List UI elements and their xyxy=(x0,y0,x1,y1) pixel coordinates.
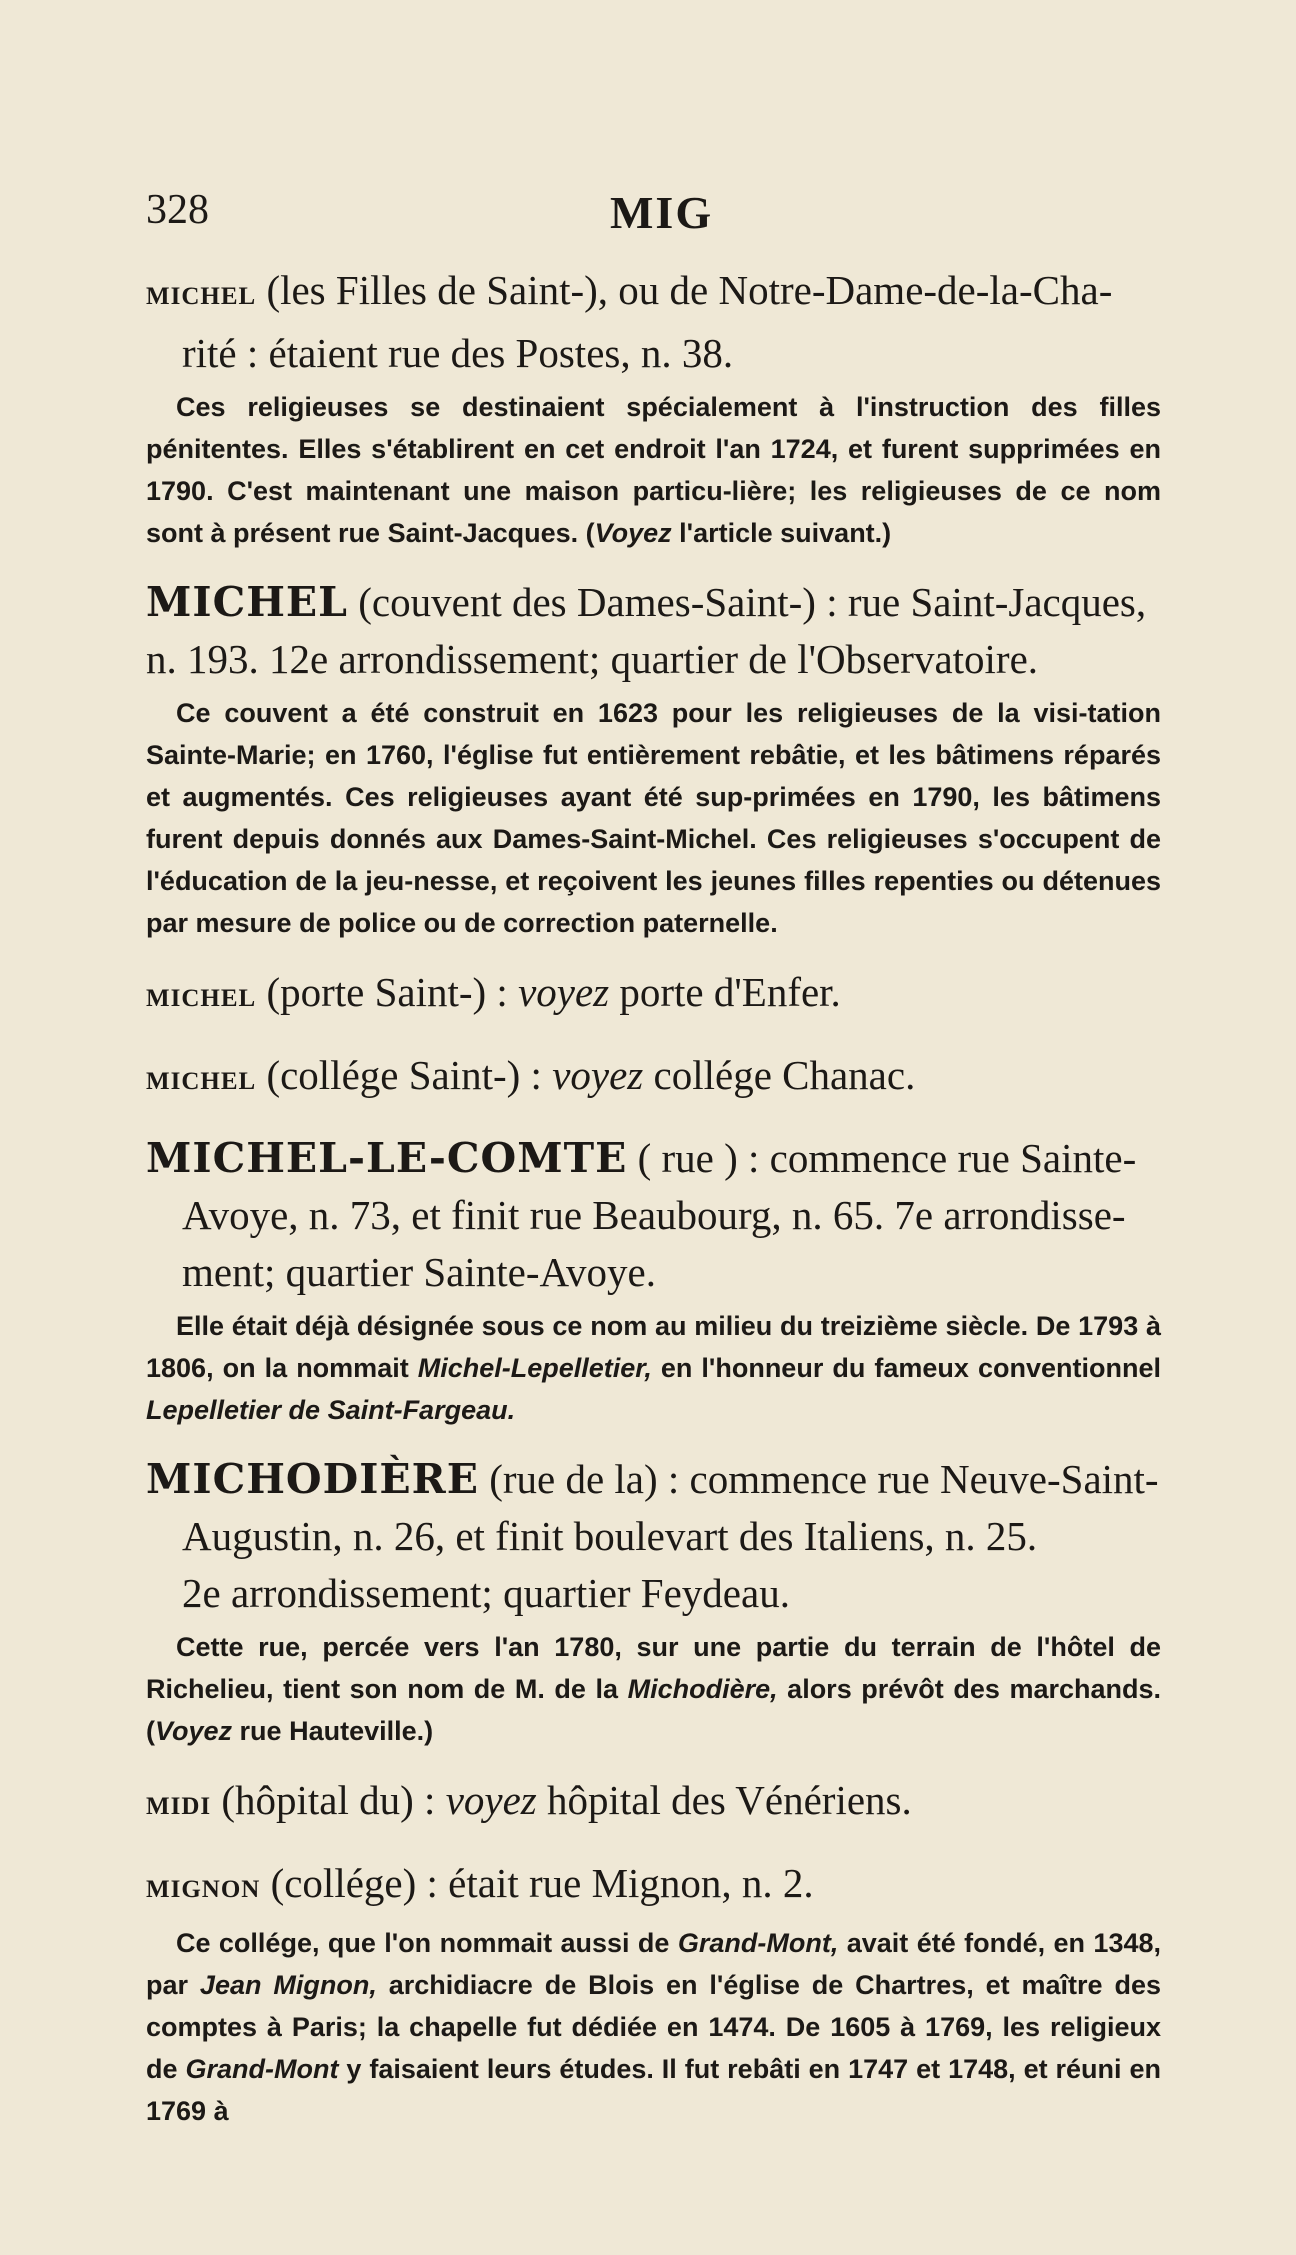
description-italic: Jean Mignon, xyxy=(199,1970,377,2000)
headline-text: (collége) : était rue Mignon, n. 2. xyxy=(270,1860,814,1906)
headline-italic: voyez xyxy=(552,1052,644,1098)
entry-description xyxy=(146,386,1161,554)
entry-term: MICHODIÈRE xyxy=(146,1455,479,1503)
running-title: MIG xyxy=(610,187,714,238)
entry-term: MICHEL xyxy=(146,283,257,310)
entry-description: Ce couvent a été construit en 1623 pour les religieuses de la visi-tation Sainte-Marie; en 1760, l'église fut entièrement rebâtie, et les bâtimens réparés et augmentés. Ces religieuses ayant été sup-primées en 1790, les bâtimens furent depuis donnés aux Dames-Saint-Michel. Ces religieuses s'occupent de l'éducation de la jeu-nesse, et reçoivent les jeunes filles repenties ou détenues par mesure de police ou de correction paternelle. xyxy=(146,698,1161,938)
description-italic: Grand-Mont xyxy=(185,2054,339,2084)
description-text: Cette rue, percée vers l'an 1780, sur une partie du terrain de l'hôtel de Richelieu, tient son nom de M. de la xyxy=(146,1632,1161,1704)
headline-text: collége Chanac. xyxy=(643,1052,916,1098)
description-italic: Voyez xyxy=(155,1716,233,1746)
description-text: en l'honneur du fameux conventionnel xyxy=(651,1353,1161,1383)
page-number: 328 xyxy=(146,187,209,233)
headline-line: ( rue ) : commence rue Sainte- xyxy=(637,1135,1137,1181)
entry-mignon xyxy=(146,1855,1161,2132)
entry-headline xyxy=(146,1451,1161,1622)
dictionary-entries xyxy=(146,262,1161,2152)
entry-term: MIGNON xyxy=(146,1876,261,1903)
description-italic: Lepelletier de Saint-Fargeau. xyxy=(146,1395,516,1425)
description-text: alors prévôt des marchands. ( xyxy=(146,1674,1161,1746)
entry-headline xyxy=(146,262,1161,382)
description-italic: Grand-Mont, xyxy=(677,1928,839,1958)
headline-text: (hôpital du) : xyxy=(221,1777,446,1823)
entry-michel-college xyxy=(146,1047,1161,1110)
headline-text: (porte Saint-) : xyxy=(266,969,519,1015)
description-italic: Voyez xyxy=(594,518,672,548)
headline-line: rité : étaient rue des Postes, n. 38. xyxy=(182,330,734,376)
description-text: Ce collége, que l'on nommait aussi de xyxy=(176,1928,678,1958)
entry-term: MICHEL-LE-COMTE xyxy=(146,1134,628,1182)
headline-line: (couvent des Dames-Saint-) : rue Saint-Jacques, xyxy=(358,579,1147,625)
running-head xyxy=(0,186,1296,246)
description-text: rue Hauteville.) xyxy=(232,1716,434,1746)
entry-term: MICHEL xyxy=(146,578,349,626)
entry-description xyxy=(146,1305,1161,1431)
headline-text: hôpital des Vénériens. xyxy=(536,1777,912,1823)
description-text: avait été fondé, en 1348, par xyxy=(146,1928,1161,2000)
entry-description xyxy=(146,1922,1161,2132)
entry-headline xyxy=(146,1855,1161,1918)
headline-line: n. 193. 12e arrondissement; quartier de l'Observatoire. xyxy=(146,636,1039,682)
description-text: archidiacre de Blois en l'église de Chartres, et maître des comptes à Paris; la chapelle fut dédiée en 1474. De 1605 à 1769, les religieux de xyxy=(146,1970,1161,2084)
headline-italic: voyez xyxy=(518,969,610,1015)
headline-line: Augustin, n. 26, et finit boulevart des Italiens, n. 25. xyxy=(182,1513,1038,1559)
entry-michel-le-comte xyxy=(146,1130,1161,1431)
description-text: Ces religieuses se destinaient spécialement à l'instruction des filles pénitentes. Elles s'établirent en cet endroit l'an 1724, et furent supprimées en 1790. C'est maintenant une maison particu-lière; les religieuses de ce nom sont à présent rue Saint-Jacques. ( xyxy=(146,392,1161,548)
entry-michel-filles xyxy=(146,262,1161,554)
entry-headline xyxy=(146,1772,1161,1835)
description-text: y faisaient leurs études. Il fut rebâti en 1747 et 1748, et réuni en 1769 à xyxy=(146,2054,1161,2126)
entry-term: MICHEL xyxy=(146,985,257,1012)
headline-line: ment; quartier Sainte-Avoye. xyxy=(182,1249,657,1295)
entry-midi xyxy=(146,1772,1161,1835)
headline-line: Avoye, n. 73, et finit rue Beaubourg, n. 65. 7e arrondisse- xyxy=(182,1192,1126,1238)
entry-headline xyxy=(146,1130,1161,1301)
entry-headline xyxy=(146,964,1161,1027)
headline-italic: voyez xyxy=(445,1777,537,1823)
entry-term: MICHEL xyxy=(146,1068,257,1095)
entry-description xyxy=(146,1626,1161,1752)
entry-term: MIDI xyxy=(146,1793,212,1820)
entry-michel-couvent xyxy=(146,574,1161,944)
entry-michel-porte xyxy=(146,964,1161,1027)
headline-line: 2e arrondissement; quartier Feydeau. xyxy=(182,1570,790,1616)
description-italic: Michodière, xyxy=(627,1674,778,1704)
description-text: l'article suivant.) xyxy=(671,518,892,548)
headline-line: (rue de la) : commence rue Neuve-Saint- xyxy=(489,1456,1159,1502)
description-text: Elle était déjà désignée sous ce nom au milieu du treizième siècle. De 1793 à 1806, on la nommait xyxy=(146,1311,1161,1383)
headline-line: (les Filles de Saint-), ou de Notre-Dame-de-la-Cha- xyxy=(266,267,1113,313)
headline-text: (collége Saint-) : xyxy=(266,1052,553,1098)
entry-headline xyxy=(146,1047,1161,1110)
headline-text: porte d'Enfer. xyxy=(609,969,841,1015)
entry-headline xyxy=(146,574,1161,688)
entry-michodiere xyxy=(146,1451,1161,1752)
description-italic: Michel-Lepelletier, xyxy=(417,1353,652,1383)
